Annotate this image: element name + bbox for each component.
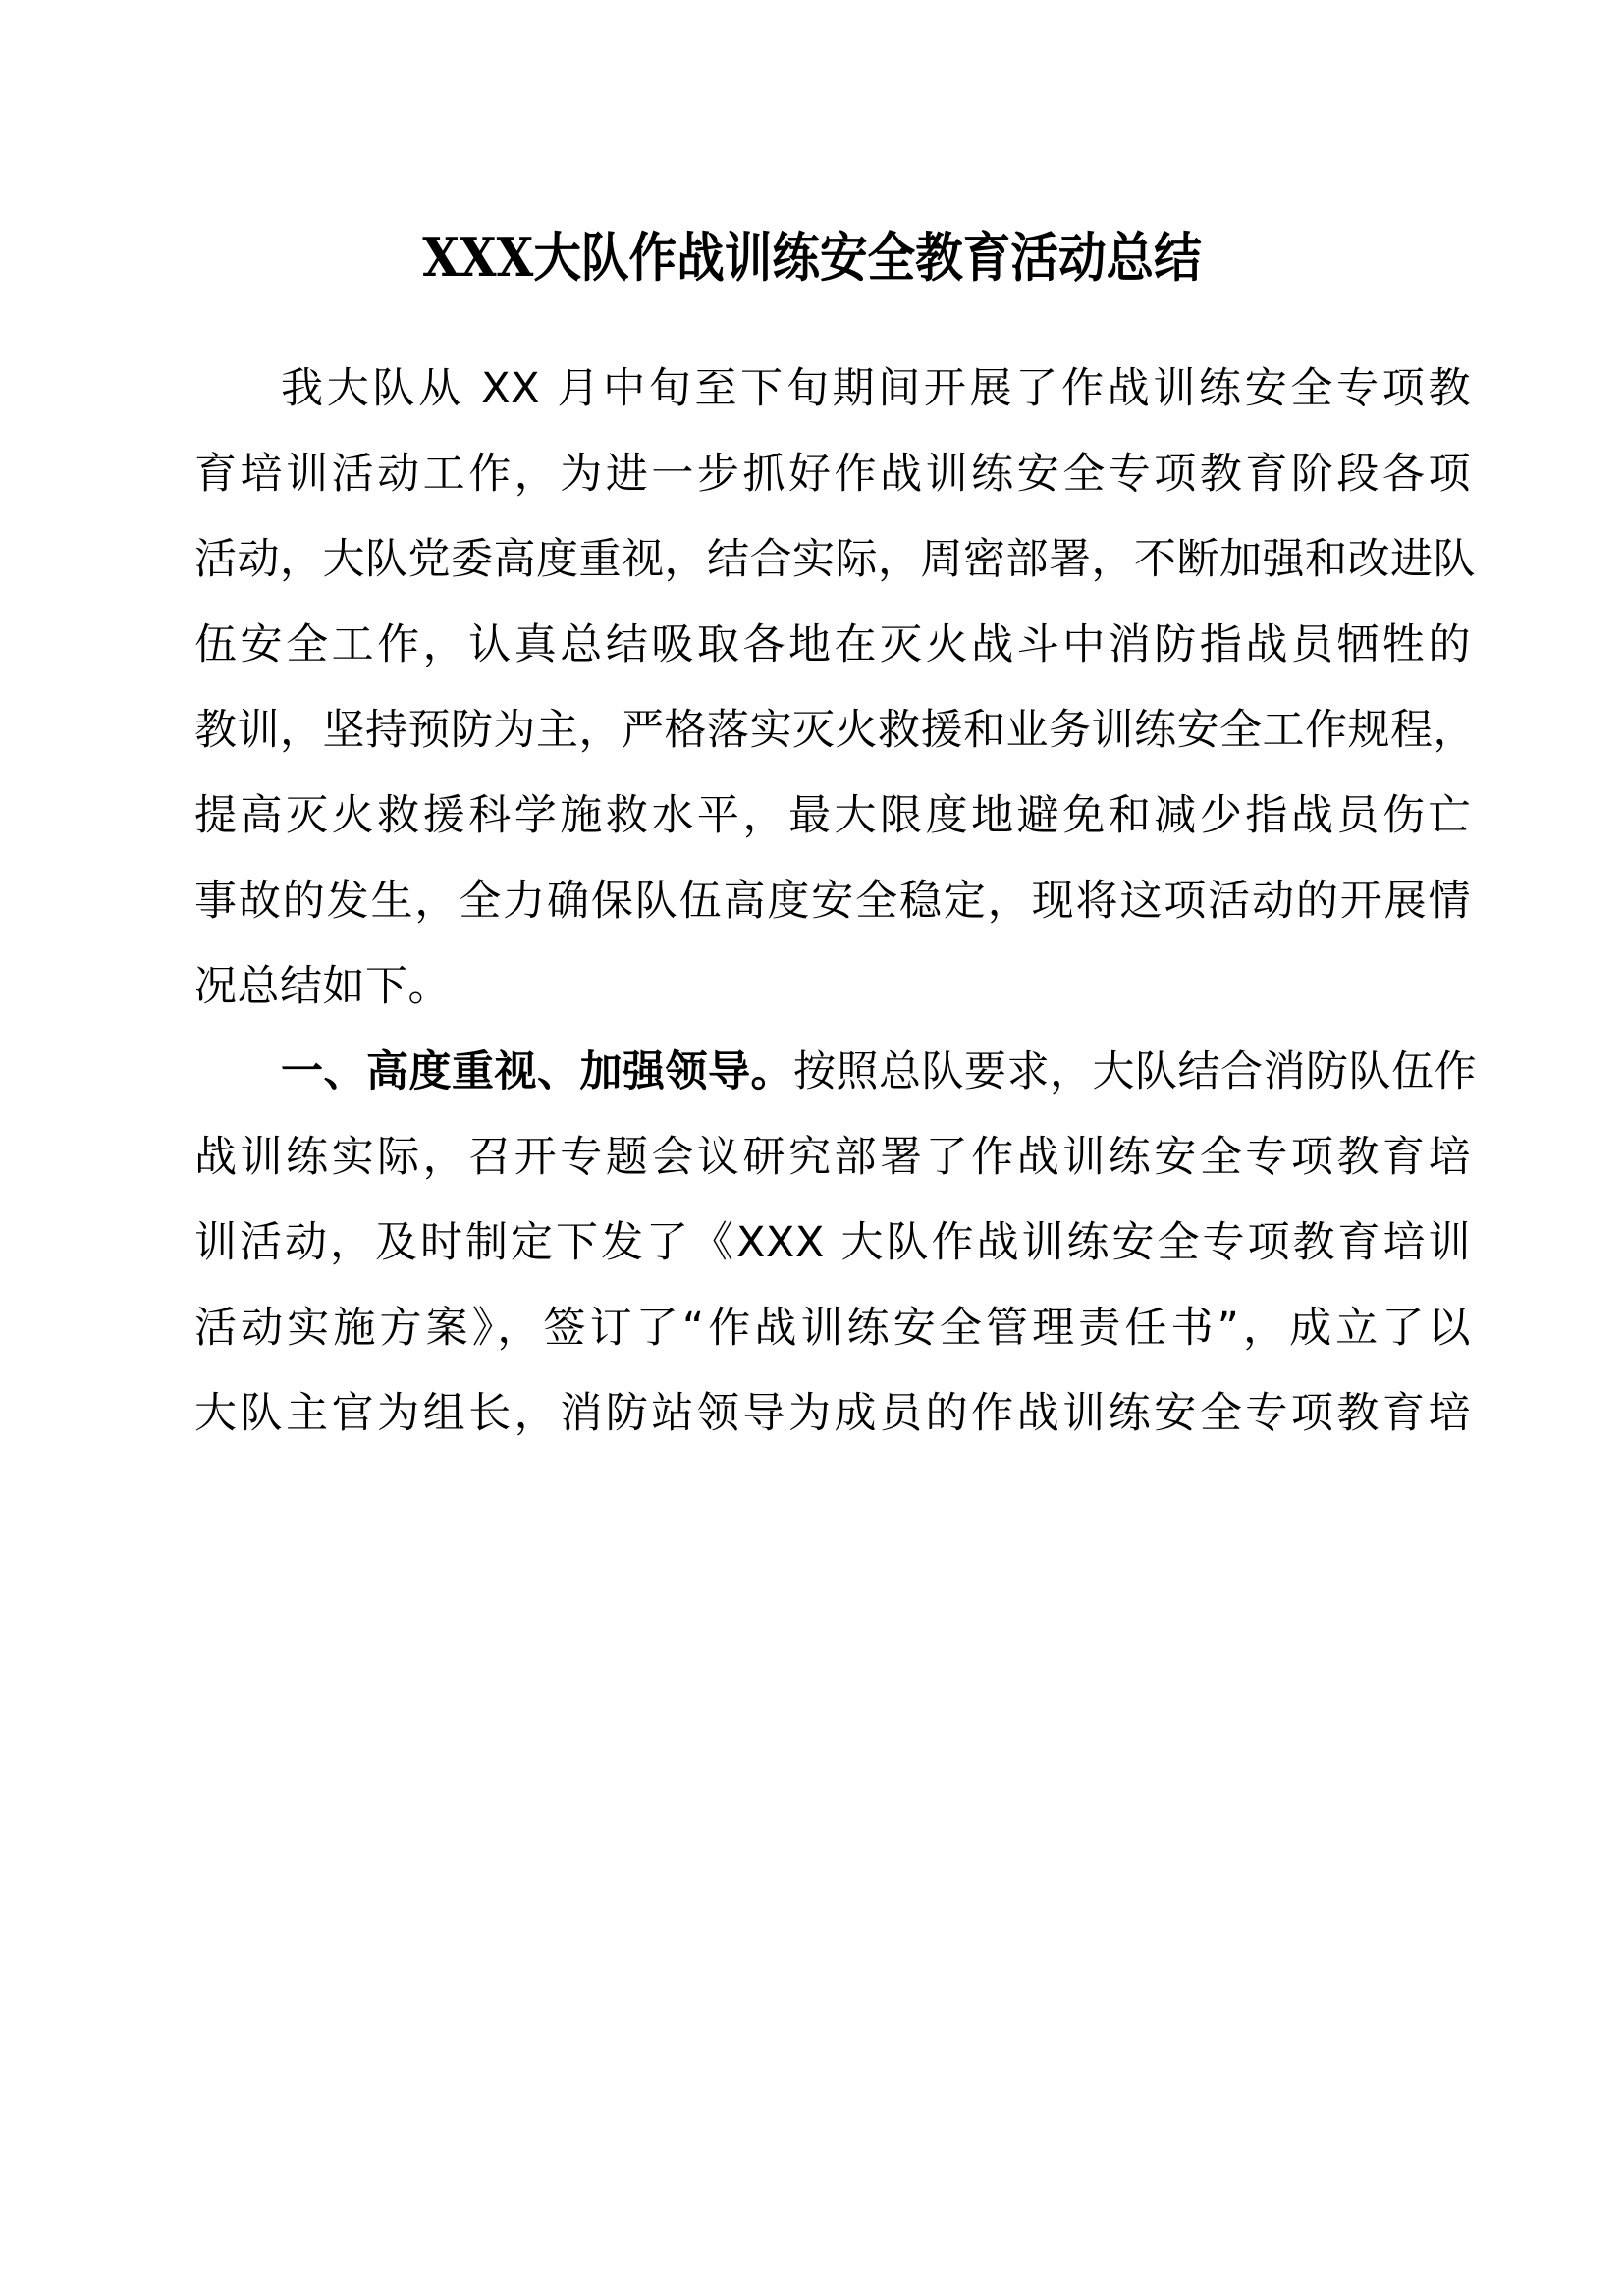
section-heading-continuation: 按照总队要求，大队结合消防队伍作 — [793, 1047, 1477, 1096]
paragraph-line: 战训练实际，召开专题会议研究部署了作战训练安全专项教育培 — [194, 1133, 1471, 1182]
document-body — [194, 347, 1477, 1457]
paragraph-line: 活动实施方案》，签订了“作战训练安全管理责任书”，成立了以 — [194, 1304, 1471, 1353]
paragraph-line: 况总结如下。 — [194, 962, 451, 1011]
paragraph-line: 活动，大队党委高度重视，结合实际，周密部署，不断加强和改进队 — [194, 535, 1476, 584]
paragraph-line: 伍安全工作，认真总结吸取各地在灭火战斗中消防指战员牺牲的 — [194, 620, 1471, 669]
paragraph-line: 教训，坚持预防为主，严格落实灭火救援和业务训练安全工作规程， — [194, 706, 1476, 755]
paragraph-line: 大队主官为组长，消防站领导为成员的作战训练安全专项教育培 — [194, 1389, 1471, 1438]
paragraph-line — [194, 1030, 1477, 1115]
section-heading: 一、高度重视、加强领导。 — [281, 1047, 793, 1096]
section-1-paragraph — [194, 1030, 1477, 1457]
document-title: XXX大队作战训练安全教育活动总结 — [422, 226, 1202, 289]
paragraph-line: 育培训活动工作，为进一步抓好作战训练安全专项教育阶段各项 — [194, 450, 1471, 499]
intro-paragraph — [194, 347, 1476, 1030]
paragraph-line: 训活动，及时制定下发了《XXX 大队作战训练安全专项教育培训 — [194, 1218, 1471, 1267]
paragraph-line: 事故的发生，全力确保队伍高度安全稳定，现将这项活动的开展情 — [194, 877, 1471, 926]
paragraph-line: 提高灭火救援科学施救水平，最大限度地避免和减少指战员伤亡 — [194, 791, 1471, 840]
paragraph-line: 我大队从 XX 月中旬至下旬期间开展了作战训练安全专项教 — [281, 364, 1471, 413]
